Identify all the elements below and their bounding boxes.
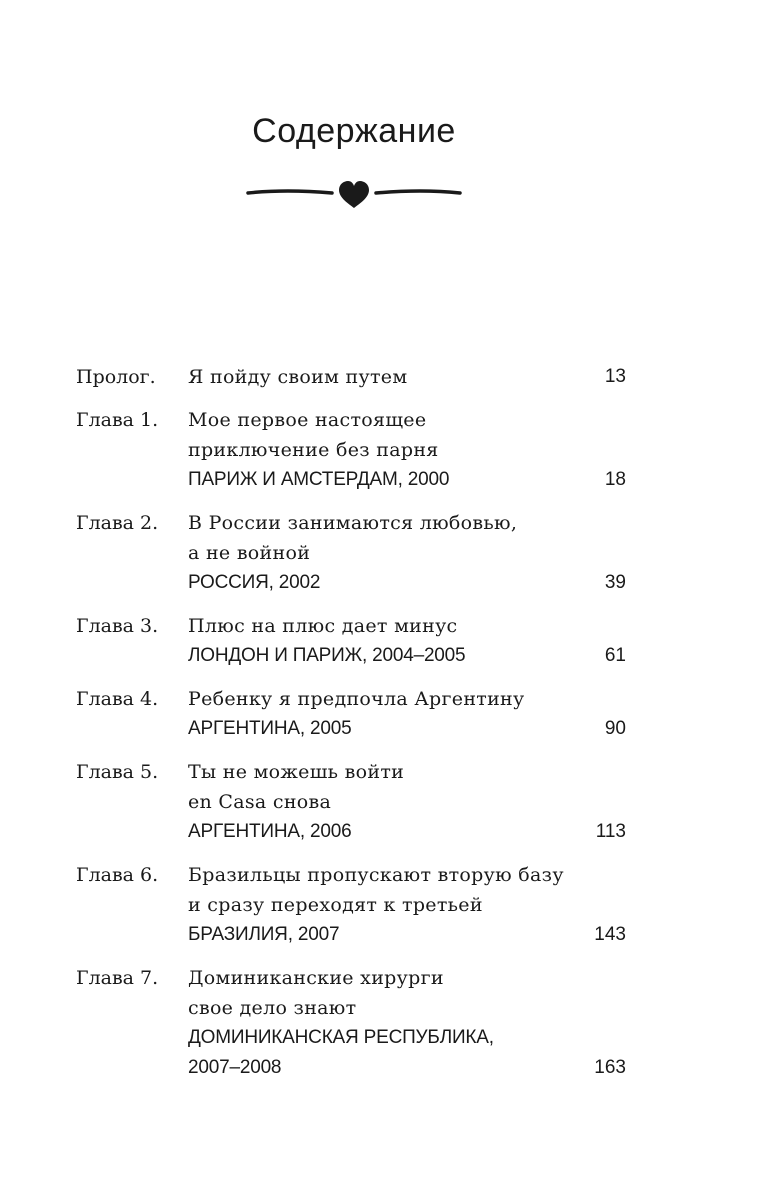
- chapter-title-line: и сразу переходят к третьей: [188, 894, 483, 916]
- chapter-text: [188, 963, 636, 1083]
- toc-entry: [76, 405, 636, 495]
- page-number: 61: [604, 645, 626, 666]
- chapter-label: Глава 1.: [76, 409, 159, 431]
- chapter-text: [188, 362, 636, 392]
- chapter-title-line: Мое первое настоящее: [188, 409, 427, 431]
- toc-entry: [76, 860, 636, 950]
- chapter-title-line: Доминиканские хирурги: [188, 967, 444, 989]
- chapter-place-line: АРГЕНТИНА, 2006: [188, 821, 352, 842]
- chapter-text: [188, 508, 636, 598]
- chapter-label: Глава 6.: [76, 864, 159, 886]
- chapter-text: [188, 611, 636, 671]
- heart-divider-icon: [246, 178, 462, 212]
- toc-entry: [76, 611, 636, 671]
- chapter-label: Пролог.: [76, 366, 156, 388]
- chapter-place-line: ДОМИНИКАНСКАЯ РЕСПУБЛИКА,: [188, 1027, 494, 1048]
- chapter-label: Глава 7.: [76, 967, 159, 989]
- chapter-label: Глава 3.: [76, 615, 159, 637]
- chapter-label: Глава 5.: [76, 761, 159, 783]
- chapter-title-line: свое дело знают: [188, 997, 357, 1019]
- chapter-place-line: РОССИЯ, 2002: [188, 572, 321, 593]
- chapter-place-line: АРГЕНТИНА, 2005: [188, 718, 352, 739]
- chapter-place-line: БРАЗИЛИЯ, 2007: [188, 924, 340, 945]
- page-number: 13: [604, 366, 626, 387]
- page-number: 18: [604, 469, 626, 490]
- chapter-label: Глава 2.: [76, 512, 159, 534]
- chapter-label: Глава 4.: [76, 688, 159, 710]
- chapter-text: [188, 684, 636, 744]
- toc-entry: [76, 362, 636, 392]
- chapter-title-line: Ты не можешь войти: [188, 761, 405, 783]
- chapter-title-line: Ребенку я предпочла Аргентину: [188, 688, 525, 710]
- chapter-title-line: В России занимаются любовью,: [188, 512, 518, 534]
- page-number: 143: [594, 924, 626, 945]
- page-number: 163: [594, 1057, 626, 1078]
- page-title: Содержание: [252, 112, 456, 150]
- chapter-title-line: Плюс на плюс дает минус: [188, 615, 458, 637]
- chapter-title-line: а не войной: [188, 542, 311, 564]
- toc-entry: [76, 508, 636, 598]
- chapter-title-line: Я пойду своим путем: [188, 366, 408, 388]
- chapter-text: [188, 405, 636, 495]
- toc-entry: [76, 757, 636, 847]
- chapter-place-line: 2007–2008: [188, 1057, 282, 1078]
- table-of-contents: [76, 362, 636, 1096]
- toc-entry: [76, 684, 636, 744]
- page-number: 113: [595, 821, 626, 842]
- chapter-title-line: приключение без парня: [188, 439, 439, 461]
- chapter-title-line: en Casa снова: [188, 791, 332, 813]
- chapter-place-line: ЛОНДОН И ПАРИЖ, 2004–2005: [188, 645, 466, 666]
- page-number: 90: [604, 718, 626, 739]
- page-number: 39: [604, 572, 626, 593]
- toc-entry: [76, 963, 636, 1083]
- chapter-title-line: Бразильцы пропускают вторую базу: [188, 864, 564, 886]
- chapter-text: [188, 860, 636, 950]
- chapter-place-line: ПАРИЖ И АМСТЕРДАМ, 2000: [188, 469, 450, 490]
- chapter-text: [188, 757, 636, 847]
